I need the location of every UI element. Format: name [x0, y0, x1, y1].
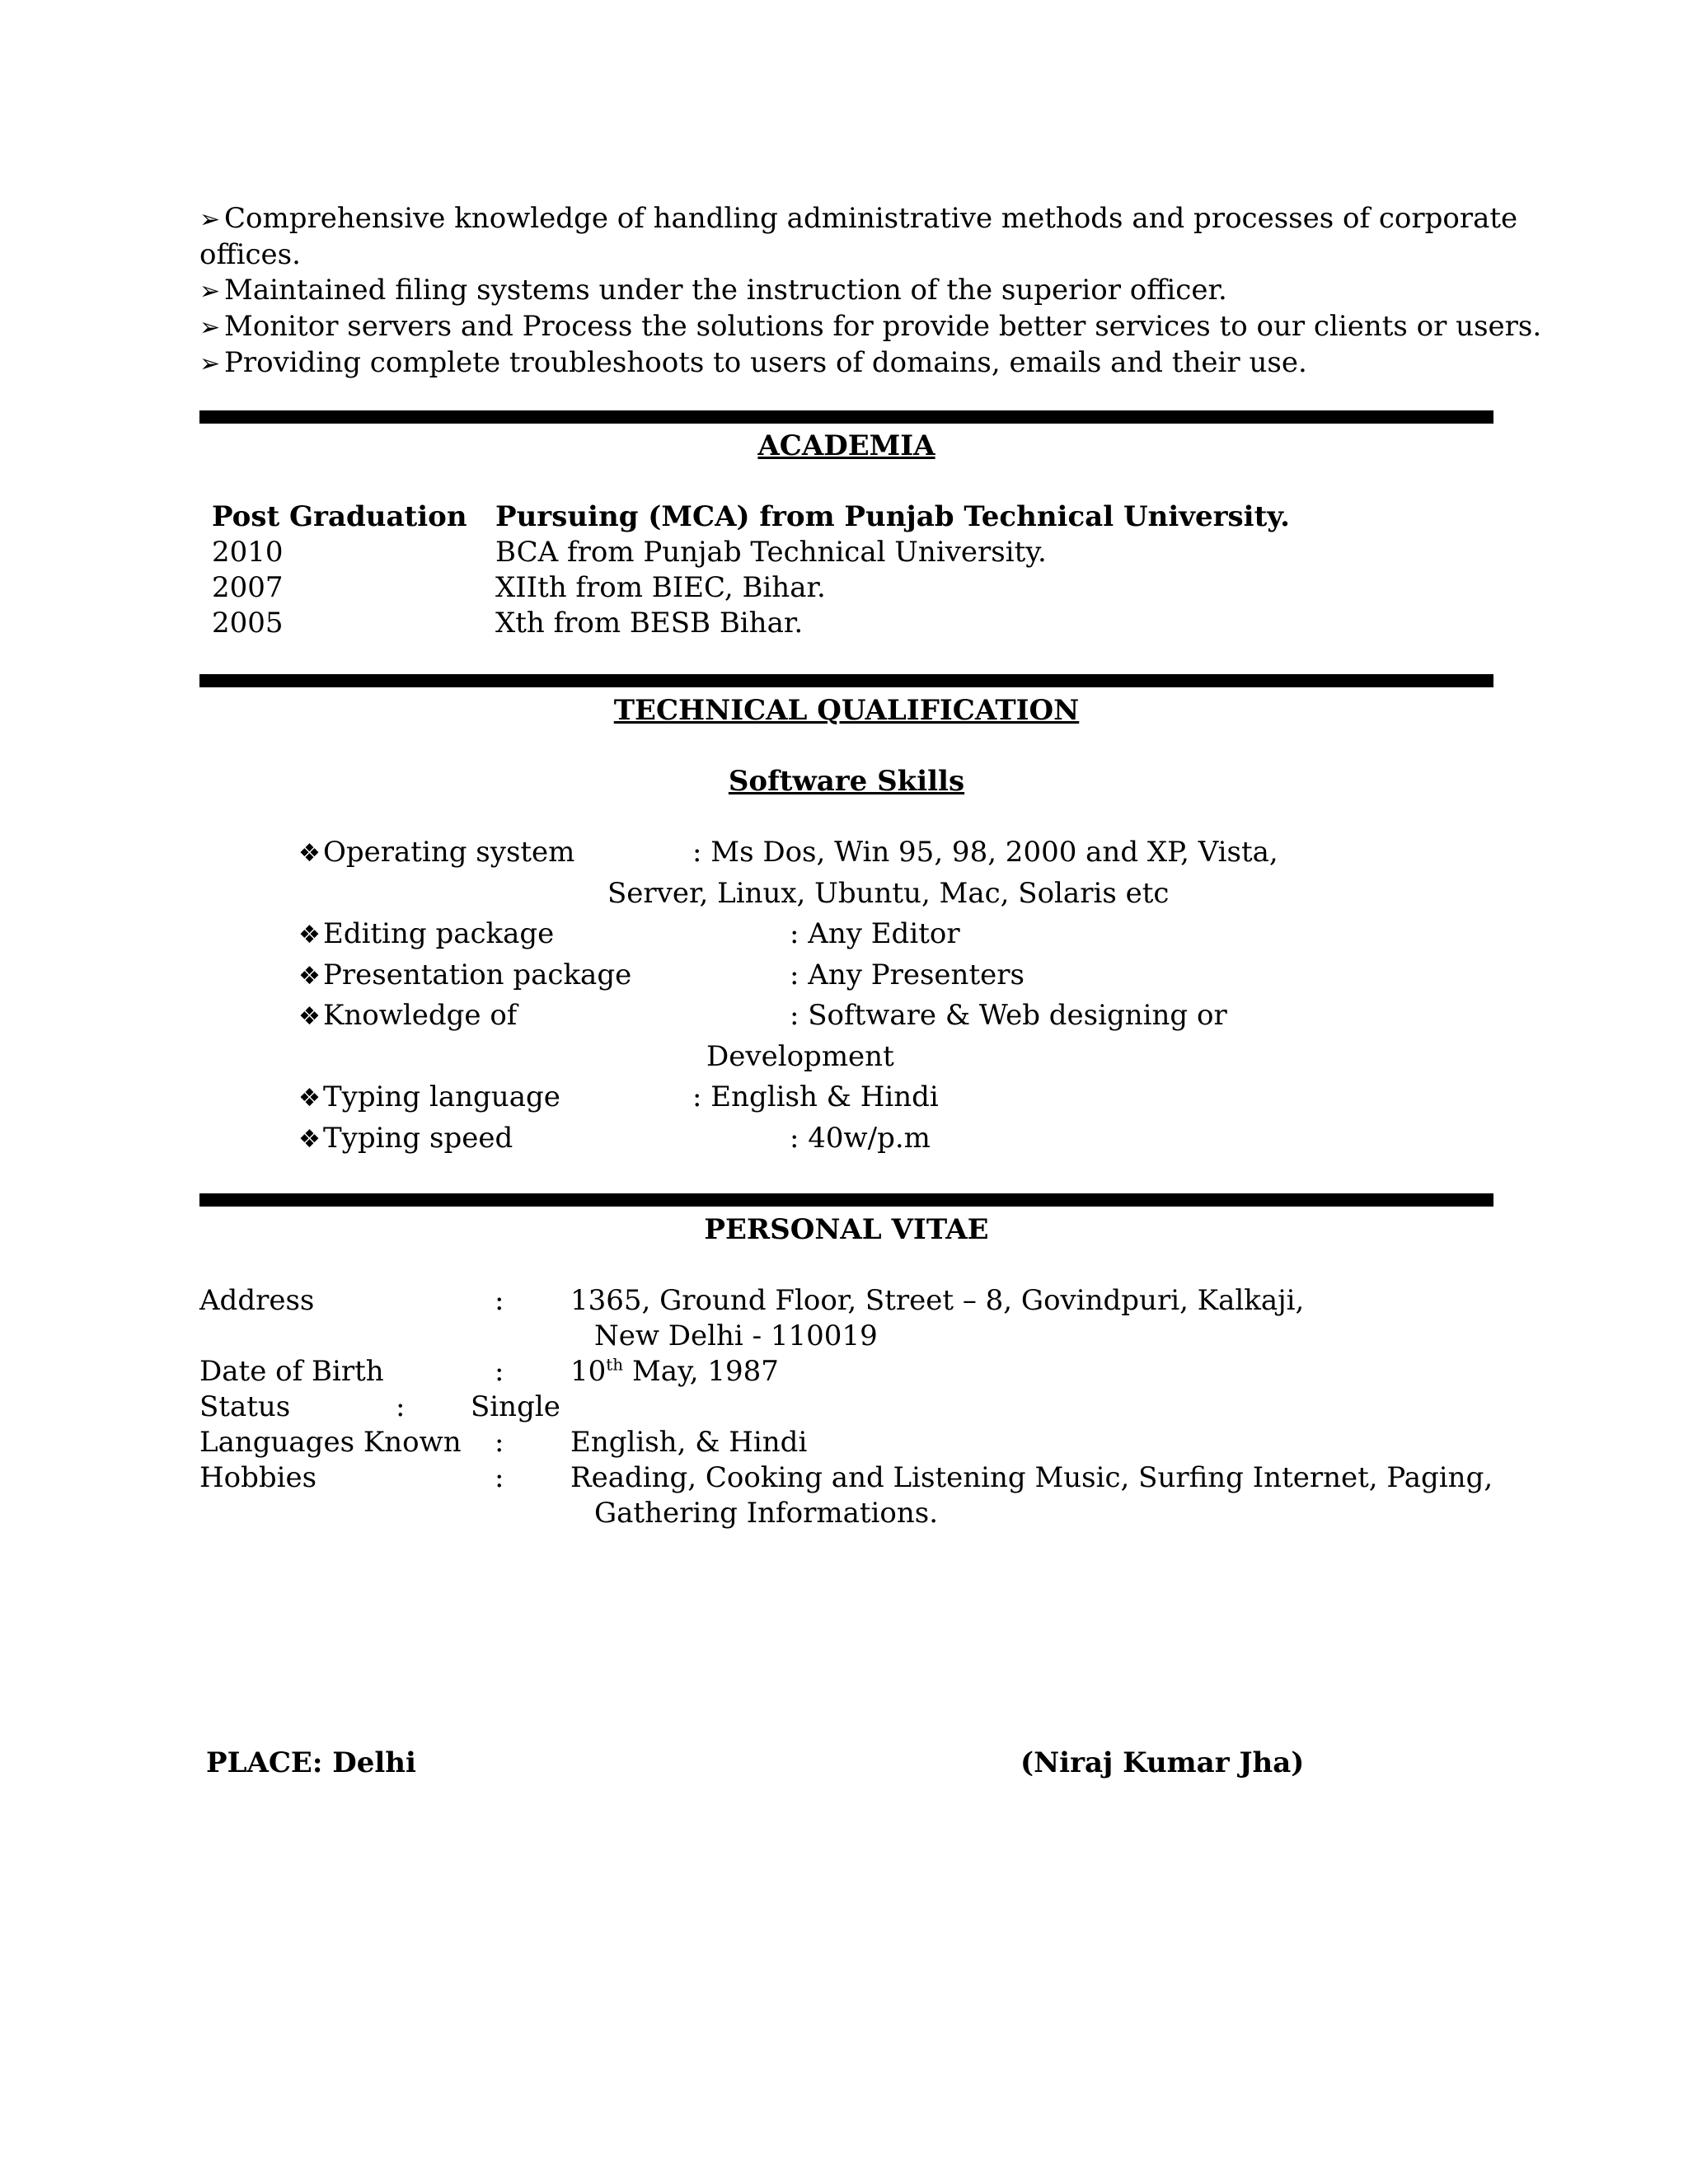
skill-value: : Ms Dos, Win 95, 98, 2000 and XP, Vista, — [692, 836, 1278, 869]
section-divider — [199, 410, 1493, 424]
address-colon: : — [495, 1284, 504, 1317]
arrow-bullet-icon: ➢ — [199, 349, 221, 378]
skill-value: : English & Hindi — [692, 1080, 939, 1113]
academia-value: Pursuing (MCA) from Punjab Technical University. — [495, 500, 1290, 533]
diamond-bullet-icon: ❖ — [298, 1002, 321, 1031]
section-divider — [199, 674, 1493, 687]
signature-name: (Niraj Kumar Jha) — [1020, 1746, 1305, 1779]
skill-value: : Any Editor — [790, 917, 960, 950]
address-label: Address — [199, 1284, 315, 1317]
languages-label: Languages Known — [199, 1426, 462, 1459]
skill-value-continuation: Server, Linux, Ubuntu, Mac, Solaris etc — [607, 877, 1170, 910]
skill-label: ❖Editing package — [298, 916, 554, 953]
skill-label: ❖Typing speed — [298, 1121, 513, 1157]
academia-label: 2005 — [212, 607, 284, 640]
bullet-item: ➢ Monitor servers and Process the solutions for provide better services to our clients or users. — [199, 309, 1493, 345]
diamond-bullet-icon: ❖ — [298, 921, 321, 949]
dob-value: 10th May, 1987 — [570, 1354, 779, 1388]
skill-label: ❖Typing language — [298, 1080, 560, 1116]
bullet-item: ➢ Maintained filing systems under the instruction of the superior officer. — [199, 273, 1493, 309]
status-value: Single — [471, 1390, 560, 1423]
hobbies-colon: : — [495, 1461, 504, 1494]
arrow-bullet-icon: ➢ — [199, 205, 221, 234]
section-divider — [199, 1193, 1493, 1207]
address-line-2: New Delhi - 110019 — [594, 1319, 878, 1352]
diamond-bullet-icon: ❖ — [298, 1125, 321, 1154]
dob-label: Date of Birth — [199, 1355, 384, 1388]
address-line-1: 1365, Ground Floor, Street – 8, Govindpuri, Kalkaji, — [570, 1284, 1305, 1317]
skill-value-continuation: Development — [706, 1040, 894, 1073]
diamond-bullet-icon: ❖ — [298, 839, 321, 868]
skill-label: ❖Presentation package — [298, 958, 631, 994]
academia-value: Xth from BESB Bihar. — [495, 607, 804, 640]
academia-label: 2007 — [212, 571, 284, 604]
skill-value: : Any Presenters — [790, 958, 1025, 991]
skill-label: ❖Knowledge of — [298, 998, 517, 1034]
academia-label: Post Graduation — [212, 500, 467, 533]
academia-value: BCA from Punjab Technical University. — [495, 536, 1047, 569]
arrow-bullet-icon: ➢ — [199, 313, 221, 342]
status-colon: : — [396, 1390, 406, 1423]
languages-colon: : — [495, 1426, 504, 1459]
status-label: Status — [199, 1390, 291, 1423]
bullet-item-continuation: offices. — [199, 238, 301, 271]
academia-heading: ACADEMIA — [757, 429, 935, 462]
dob-colon: : — [495, 1355, 504, 1388]
hobbies-line-1: Reading, Cooking and Listening Music, Surfing Internet, Paging, — [570, 1461, 1493, 1494]
languages-value: English, & Hindi — [570, 1426, 808, 1459]
academia-label: 2010 — [212, 536, 284, 569]
bullet-item: ➢ Comprehensive knowledge of handling administrative methods and processes of corporate — [199, 201, 1493, 237]
technical-heading: TECHNICAL QUALIFICATION — [613, 694, 1080, 727]
academia-value: XIIth from BIEC, Bihar. — [495, 571, 826, 604]
bullet-item: ➢ Providing complete troubleshoots to users of domains, emails and their use. — [199, 345, 1493, 382]
personal-heading: PERSONAL VITAE — [704, 1213, 989, 1246]
arrow-bullet-icon: ➢ — [199, 277, 221, 306]
skill-value: : 40w/p.m — [790, 1122, 931, 1155]
experience-bullet-list — [199, 201, 1542, 382]
hobbies-label: Hobbies — [199, 1461, 317, 1494]
skill-value: : Software & Web designing or — [790, 999, 1227, 1032]
diamond-bullet-icon: ❖ — [298, 962, 321, 991]
place: PLACE: Delhi — [206, 1746, 416, 1779]
skill-label: ❖Operating system — [298, 835, 574, 871]
diamond-bullet-icon: ❖ — [298, 1084, 321, 1113]
software-skills-subheading: Software Skills — [728, 765, 965, 798]
hobbies-line-2: Gathering Informations. — [594, 1497, 939, 1530]
